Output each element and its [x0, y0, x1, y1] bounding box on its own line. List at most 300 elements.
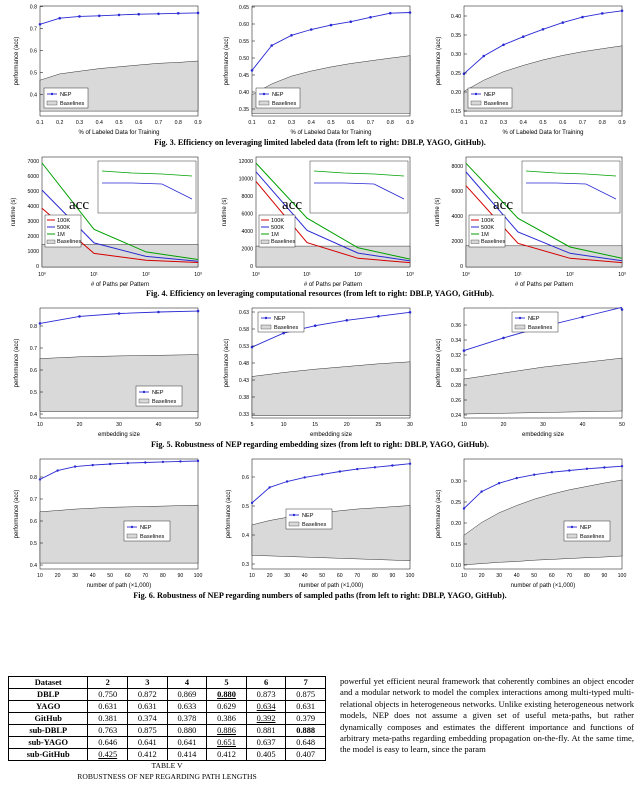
svg-text:0.4: 0.4	[29, 563, 37, 569]
cell: 0.763	[88, 725, 128, 737]
svg-text:30: 30	[72, 573, 78, 579]
row-label: GitHub	[9, 713, 88, 725]
svg-text:0: 0	[36, 264, 39, 270]
cell: 0.641	[167, 737, 207, 749]
cell: 0.637	[246, 737, 286, 749]
body-paragraph: powerful yet efficient neural framework that coherently combines an object encoder and a modular network to model the complex interactions among multi-typed multi-relational objects in heterogeneous networks. Unlike existing heterogeneous network models, NEP does not assume a given set of useful meta-paths, but rather dynamically composes and estimates the different importance and functions of arbitrary meta-paths regarding embedding propagation on-the-fly. At the same time, the model is easy to learn, since the param	[340, 676, 634, 755]
svg-text:0.63: 0.63	[238, 310, 249, 316]
svg-text:6000: 6000	[451, 189, 463, 195]
cell: 0.881	[246, 725, 286, 737]
svg-text:12000: 12000	[238, 159, 253, 165]
svg-text:0.30: 0.30	[450, 479, 461, 485]
svg-text:0.20: 0.20	[450, 521, 461, 527]
cell: 0.875	[128, 725, 168, 737]
svg-text:0: 0	[250, 264, 253, 270]
svg-text:100: 100	[193, 573, 203, 579]
svg-text:0.5: 0.5	[29, 541, 37, 547]
svg-text:0.3: 0.3	[499, 120, 508, 126]
cell: 0.412	[128, 749, 168, 761]
svg-text:8000: 8000	[451, 164, 463, 170]
svg-text:0.8: 0.8	[29, 4, 37, 11]
svg-text:0.4: 0.4	[29, 412, 37, 418]
table-row	[9, 725, 326, 737]
y-axis-label: performance (acc)	[14, 338, 20, 388]
svg-text:4000: 4000	[27, 204, 39, 210]
cell: 0.381	[88, 713, 128, 725]
svg-text:20: 20	[76, 422, 83, 428]
svg-text:0.50: 0.50	[238, 56, 249, 62]
cell: 0.633	[167, 701, 207, 713]
svg-text:20: 20	[266, 573, 273, 579]
cell: 0.425	[88, 749, 128, 761]
figure-4-chart-github	[430, 151, 634, 287]
svg-text:70: 70	[566, 573, 573, 579]
legend-nep: NEP	[140, 525, 152, 531]
svg-text:40: 40	[301, 573, 308, 579]
legend-baselines: Baselines	[60, 101, 85, 107]
svg-text:10¹: 10¹	[303, 272, 311, 278]
svg-text:0.36: 0.36	[450, 323, 461, 329]
figure-5-caption	[0, 440, 640, 449]
y-axis-label: performance (acc)	[226, 489, 232, 539]
svg-text:10¹: 10¹	[514, 272, 522, 278]
svg-text:0.7: 0.7	[154, 120, 163, 126]
row-label: sub-GitHub	[9, 749, 88, 761]
svg-text:0.45: 0.45	[238, 73, 249, 79]
svg-text:30: 30	[407, 422, 413, 428]
legend-500k: 500K	[481, 225, 495, 231]
cell: 0.880	[207, 689, 247, 701]
svg-text:0.8: 0.8	[386, 120, 394, 126]
legend-baselines: Baselines	[528, 325, 553, 331]
svg-text:5: 5	[250, 422, 254, 428]
svg-text:2000: 2000	[27, 234, 39, 240]
figure-4-caption	[0, 289, 640, 298]
svg-text:20: 20	[500, 422, 507, 428]
y-axis-label: performance (acc)	[224, 36, 230, 86]
svg-text:80: 80	[372, 573, 378, 579]
svg-text:0.58: 0.58	[238, 327, 249, 333]
svg-text:10000: 10000	[238, 176, 253, 183]
cell: 0.750	[88, 689, 128, 701]
svg-text:0.30: 0.30	[450, 368, 461, 374]
svg-text:40: 40	[89, 573, 96, 579]
svg-text:40: 40	[513, 573, 520, 579]
inset-acc-label: acc	[282, 197, 302, 213]
figure-5-chart-yago	[218, 302, 422, 438]
legend-baselines: Baselines	[302, 522, 327, 528]
svg-text:10: 10	[461, 573, 467, 579]
svg-text:0.26: 0.26	[450, 398, 461, 404]
svg-text:0.34: 0.34	[450, 338, 461, 344]
row-label: sub-YAGO	[9, 737, 88, 749]
table-row	[9, 737, 326, 749]
cell: 0.873	[246, 689, 286, 701]
y-axis-label: performance (acc)	[224, 338, 230, 388]
figure-6-label: Fig. 6.	[133, 591, 155, 600]
svg-text:0.8: 0.8	[29, 324, 37, 330]
legend-nep: NEP	[484, 92, 496, 98]
legend-baselines: Baselines	[271, 239, 296, 245]
svg-text:50: 50	[619, 422, 625, 428]
legend-nep: NEP	[528, 316, 540, 322]
svg-text:0.6: 0.6	[29, 48, 37, 55]
svg-text:10: 10	[37, 573, 43, 579]
svg-text:0.15: 0.15	[450, 109, 461, 115]
svg-text:0.2: 0.2	[480, 120, 488, 126]
figure-5-text: Robustness of NEP regarding embedding sizes (from left to right: DBLP, YAGO, GitHub).	[174, 440, 489, 449]
svg-text:0.4: 0.4	[29, 92, 37, 99]
svg-text:0.6: 0.6	[559, 120, 567, 126]
svg-text:0.35: 0.35	[238, 107, 249, 113]
svg-text:0.48: 0.48	[238, 361, 249, 367]
cell: 0.888	[286, 725, 326, 737]
svg-text:0.10: 0.10	[450, 563, 461, 569]
cell: 0.631	[128, 701, 168, 713]
x-axis-label: % of Labeled Data for Training	[78, 130, 160, 136]
svg-text:10: 10	[249, 573, 255, 579]
col-6: 6	[246, 677, 286, 689]
svg-text:0.6: 0.6	[135, 120, 143, 126]
svg-text:0.6: 0.6	[347, 120, 355, 126]
svg-text:1000: 1000	[27, 249, 39, 255]
svg-text:0.53: 0.53	[238, 344, 249, 350]
legend-100k: 100K	[481, 218, 495, 224]
figure-3-caption	[0, 138, 640, 147]
svg-text:10⁰: 10⁰	[252, 272, 260, 278]
cell: 0.641	[128, 737, 168, 749]
svg-text:90: 90	[389, 573, 396, 579]
svg-text:0.7: 0.7	[29, 346, 37, 352]
svg-text:60: 60	[548, 573, 555, 579]
figure-5-chart-github	[430, 302, 634, 438]
svg-text:0.33: 0.33	[238, 412, 249, 418]
svg-text:10: 10	[37, 422, 43, 428]
svg-text:6000: 6000	[27, 174, 39, 180]
svg-text:10: 10	[280, 422, 287, 428]
legend-baselines: Baselines	[580, 534, 605, 540]
svg-text:7000: 7000	[27, 159, 39, 165]
svg-text:3000: 3000	[27, 219, 39, 225]
svg-text:0.24: 0.24	[450, 413, 461, 419]
cell: 0.407	[286, 749, 326, 761]
legend-nep: NEP	[152, 390, 164, 396]
figure-4-text: Efficiency on leveraging computational resources (from left to right: DBLP, YAGO, GitHub).	[169, 289, 494, 298]
figure-3-chart-github	[430, 0, 634, 136]
svg-text:0.3: 0.3	[75, 120, 84, 126]
svg-text:90: 90	[177, 573, 184, 579]
svg-text:100: 100	[617, 573, 627, 579]
svg-text:50: 50	[319, 573, 326, 579]
legend-nep: NEP	[274, 316, 286, 322]
col-7: 7	[286, 677, 326, 689]
x-axis-label: # of Paths per Pattern	[514, 282, 574, 287]
svg-text:0.40: 0.40	[238, 90, 249, 96]
svg-text:0.40: 0.40	[450, 14, 461, 20]
cell: 0.648	[286, 737, 326, 749]
svg-text:10³: 10³	[406, 272, 414, 278]
svg-text:20: 20	[478, 573, 485, 579]
cell: 0.631	[88, 701, 128, 713]
svg-text:0.28: 0.28	[450, 383, 461, 389]
svg-text:0.9: 0.9	[194, 120, 202, 126]
figure-4-chart-dblp	[6, 151, 210, 287]
col-5: 5	[207, 677, 247, 689]
legend-baselines: Baselines	[481, 239, 506, 245]
table-v-wrapper	[8, 676, 326, 781]
svg-text:0.32: 0.32	[450, 353, 461, 359]
legend-baselines: Baselines	[57, 239, 82, 245]
svg-text:6000: 6000	[241, 211, 253, 218]
cell: 0.651	[207, 737, 247, 749]
cell: 0.631	[286, 701, 326, 713]
cell: 0.875	[286, 689, 326, 701]
y-axis-label: runtime (s)	[435, 197, 441, 227]
svg-text:60: 60	[124, 573, 131, 579]
svg-text:0.1: 0.1	[36, 120, 44, 126]
svg-text:0.1: 0.1	[248, 120, 256, 126]
svg-text:0.5: 0.5	[327, 120, 335, 126]
y-axis-label: performance (acc)	[436, 338, 442, 388]
figure-4-row	[0, 151, 640, 287]
svg-text:30: 30	[496, 573, 502, 579]
figure-4-label: Fig. 4.	[146, 289, 168, 298]
svg-text:30: 30	[116, 422, 122, 428]
svg-text:0.4: 0.4	[307, 120, 315, 126]
legend-500k: 500K	[271, 225, 285, 231]
svg-text:0.6: 0.6	[29, 368, 37, 374]
svg-text:20: 20	[343, 422, 350, 428]
col-3: 3	[128, 677, 168, 689]
svg-text:0.3: 0.3	[241, 562, 249, 568]
cell: 0.386	[207, 713, 247, 725]
y-axis-label: performance (acc)	[14, 36, 20, 86]
svg-text:30: 30	[540, 422, 546, 428]
svg-text:10²: 10²	[354, 272, 362, 278]
svg-text:10: 10	[461, 422, 467, 428]
svg-text:100: 100	[405, 573, 415, 579]
legend-1m: 1M	[271, 232, 279, 238]
svg-text:0.60: 0.60	[238, 22, 249, 28]
cell: 0.405	[246, 749, 286, 761]
svg-text:0.5: 0.5	[29, 390, 37, 396]
svg-text:10³: 10³	[618, 272, 626, 278]
cell: 0.392	[246, 713, 286, 725]
col-4: 4	[167, 677, 207, 689]
svg-text:0.5: 0.5	[539, 120, 547, 126]
svg-text:0.15: 0.15	[450, 542, 461, 548]
svg-text:0.3: 0.3	[287, 120, 296, 126]
svg-text:25: 25	[375, 422, 382, 428]
svg-text:0.8: 0.8	[598, 120, 606, 126]
x-axis-label: % of Labeled Data for Training	[502, 130, 584, 136]
y-axis-label: performance (acc)	[436, 36, 442, 86]
cell: 0.414	[167, 749, 207, 761]
svg-text:10⁰: 10⁰	[462, 272, 470, 278]
table-row	[9, 749, 326, 761]
cell: 0.629	[207, 701, 247, 713]
svg-text:0.65: 0.65	[238, 5, 249, 11]
svg-text:10⁰: 10⁰	[38, 272, 46, 278]
figure-6-chart-github	[430, 453, 634, 589]
svg-text:40: 40	[579, 422, 586, 428]
x-axis-label: embedding size	[521, 432, 565, 438]
svg-text:0.38: 0.38	[238, 395, 249, 401]
svg-text:40: 40	[155, 422, 162, 428]
svg-text:0.55: 0.55	[238, 39, 249, 45]
table-row	[9, 689, 326, 701]
legend-nep: NEP	[272, 92, 284, 98]
svg-text:8000: 8000	[241, 194, 253, 200]
svg-text:0.20: 0.20	[450, 90, 461, 96]
cell: 0.412	[207, 749, 247, 761]
svg-text:30: 30	[284, 573, 290, 579]
figure-3-text: Efficiency on leveraging limited labeled data (from left to right: DBLP, YAGO, GitHub).	[177, 138, 486, 147]
legend-1m: 1M	[481, 232, 489, 238]
svg-text:0.8: 0.8	[174, 120, 182, 126]
table-header-row	[9, 677, 326, 689]
figure-6-text: Robustness of NEP regarding numbers of sampled paths (from left to right: DBLP, YAGO, GitHub).	[156, 591, 507, 600]
y-axis-label: runtime (s)	[222, 197, 228, 227]
figure-4-chart-yago	[218, 151, 422, 287]
legend-500k: 500K	[57, 225, 71, 231]
cell: 0.869	[167, 689, 207, 701]
legend-nep: NEP	[580, 525, 592, 531]
cell: 0.378	[167, 713, 207, 725]
legend-nep: NEP	[60, 92, 72, 98]
figure-6-chart-yago	[218, 453, 422, 589]
svg-text:2000: 2000	[451, 239, 463, 245]
svg-text:0.25: 0.25	[450, 71, 461, 77]
table-row	[9, 713, 326, 725]
svg-text:10¹: 10¹	[90, 272, 98, 278]
svg-text:0.6: 0.6	[29, 519, 37, 525]
svg-text:0.4: 0.4	[519, 120, 527, 126]
svg-text:0.8: 0.8	[29, 475, 37, 481]
legend-nep: NEP	[302, 513, 314, 519]
legend-1m: 1M	[57, 232, 65, 238]
svg-text:0.25: 0.25	[450, 500, 461, 506]
legend-baselines: Baselines	[272, 101, 297, 107]
svg-text:0.35: 0.35	[450, 33, 461, 39]
svg-text:0.7: 0.7	[29, 497, 37, 503]
cell: 0.880	[167, 725, 207, 737]
figure-3-row	[0, 0, 640, 136]
col-2: 2	[88, 677, 128, 689]
figure-6-chart-dblp	[6, 453, 210, 589]
svg-text:0.2: 0.2	[56, 120, 64, 126]
svg-text:50: 50	[107, 573, 114, 579]
legend-baselines: Baselines	[274, 325, 299, 331]
svg-text:4000: 4000	[241, 229, 253, 235]
figure-3-chart-dblp	[6, 0, 210, 136]
figure-6-caption	[0, 591, 640, 600]
cell: 0.374	[128, 713, 168, 725]
x-axis-label: embedding size	[97, 432, 141, 438]
row-label: sub-DBLP	[9, 725, 88, 737]
table-caption: ROBUSTNESS OF NEP REGARDING PATH LENGTHS	[77, 772, 257, 781]
svg-text:60: 60	[336, 573, 343, 579]
svg-text:0.5: 0.5	[115, 120, 123, 126]
svg-text:0.5: 0.5	[29, 70, 37, 77]
cell: 0.634	[246, 701, 286, 713]
svg-text:20: 20	[54, 573, 61, 579]
row-label: YAGO	[9, 701, 88, 713]
row-label: DBLP	[9, 689, 88, 701]
legend-baselines: Baselines	[140, 534, 165, 540]
x-axis-label: number of path (×1,000)	[298, 583, 364, 589]
svg-text:80: 80	[584, 573, 590, 579]
cell: 0.646	[88, 737, 128, 749]
svg-text:10²: 10²	[142, 272, 150, 278]
svg-text:10³: 10³	[194, 272, 202, 278]
legend-baselines: Baselines	[484, 101, 509, 107]
table-v	[8, 676, 326, 761]
svg-text:0.4: 0.4	[95, 120, 103, 126]
y-axis-label: runtime (s)	[11, 197, 17, 227]
svg-text:10²: 10²	[566, 272, 574, 278]
svg-text:50: 50	[195, 422, 201, 428]
cell: 0.886	[207, 725, 247, 737]
svg-text:2000: 2000	[241, 246, 253, 253]
svg-text:0.9: 0.9	[618, 120, 626, 126]
table-number: TABLE V	[151, 761, 183, 770]
svg-text:70: 70	[142, 573, 149, 579]
svg-text:0.5: 0.5	[241, 504, 249, 510]
svg-text:80: 80	[160, 573, 166, 579]
svg-text:0.9: 0.9	[406, 120, 414, 126]
svg-text:0.7: 0.7	[366, 120, 375, 126]
table-row	[9, 701, 326, 713]
x-axis-label: number of path (×1,000)	[86, 583, 152, 589]
figure-3-chart-yago	[218, 0, 422, 136]
legend-100k: 100K	[57, 218, 71, 224]
y-axis-label: performance (acc)	[436, 489, 442, 539]
x-axis-label: # of Paths per Pattern	[303, 282, 363, 287]
inset-acc-label: acc	[493, 197, 513, 213]
cell: 0.379	[286, 713, 326, 725]
inset-acc-label: acc	[69, 197, 89, 213]
svg-text:15: 15	[312, 422, 319, 428]
col-dataset: Dataset	[9, 677, 88, 689]
svg-text:0.7: 0.7	[578, 120, 587, 126]
x-axis-label: # of Paths per Pattern	[90, 282, 150, 287]
figure-5-row	[0, 302, 640, 438]
svg-text:0.4: 0.4	[241, 533, 249, 539]
svg-text:0.6: 0.6	[241, 475, 249, 481]
svg-text:5000: 5000	[27, 189, 39, 195]
svg-text:90: 90	[601, 573, 608, 579]
svg-text:0.43: 0.43	[238, 378, 249, 384]
x-axis-label: embedding size	[309, 432, 353, 438]
legend-baselines: Baselines	[152, 399, 177, 405]
figure-5-label: Fig. 5.	[151, 440, 173, 449]
svg-text:0.30: 0.30	[450, 52, 461, 58]
figure-3-label: Fig. 3.	[154, 138, 176, 147]
svg-text:0: 0	[460, 264, 463, 270]
svg-text:0.7: 0.7	[29, 26, 37, 33]
figure-6-row	[0, 453, 640, 589]
svg-text:70: 70	[354, 573, 361, 579]
svg-text:50: 50	[531, 573, 538, 579]
svg-text:0.2: 0.2	[268, 120, 276, 126]
svg-text:4000: 4000	[451, 214, 463, 220]
legend-100k: 100K	[271, 218, 285, 224]
y-axis-label: performance (acc)	[14, 489, 20, 539]
x-axis-label: number of path (×1,000)	[510, 583, 576, 589]
x-axis-label: % of Labeled Data for Training	[290, 130, 372, 136]
svg-text:0.1: 0.1	[460, 120, 468, 126]
